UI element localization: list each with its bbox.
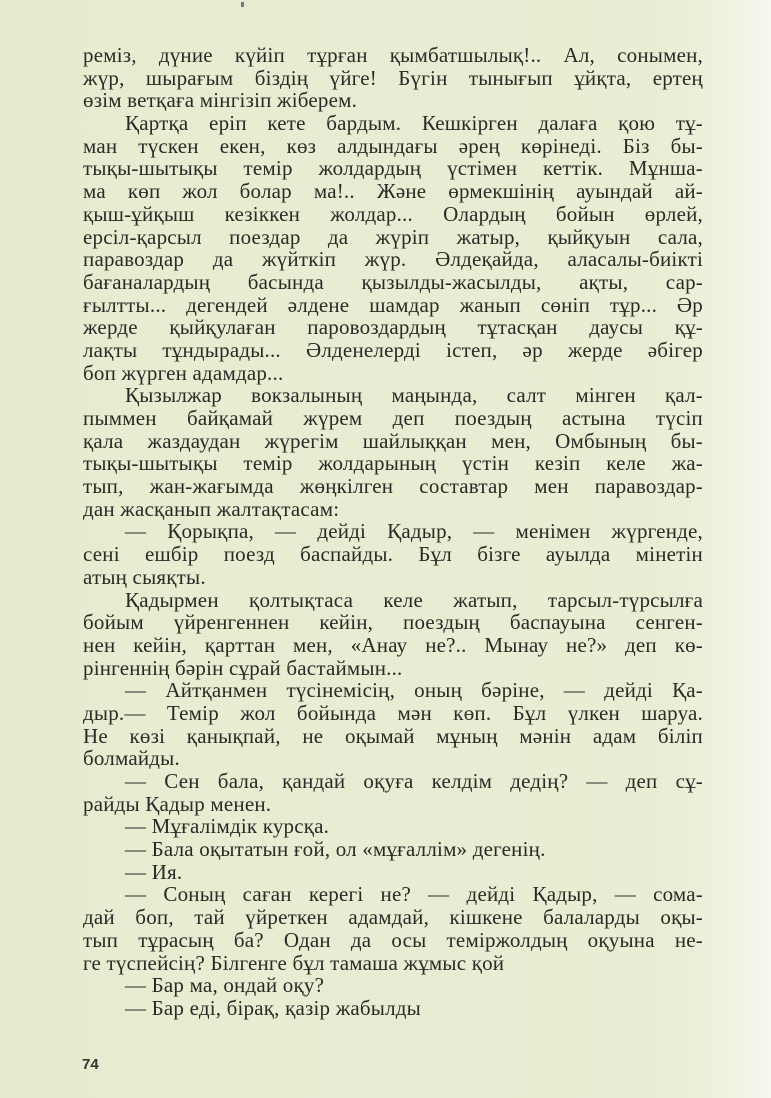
text-line: дыр.— Темір жол бойында мән көп. Бұл үлкен шаруа. [83, 700, 703, 725]
text-line: тып, жан-жағымда жөңкілген составтар мен паравоздар- [83, 474, 703, 499]
text-line: сені ешбір поезд баспайды. Бұл бізге ауылда мінетін [83, 542, 703, 567]
text-line: — Соның саған керегі не? — дейді Қадыр, — сома- [125, 882, 703, 907]
book-page-text [83, 44, 703, 1020]
text-line: — Қорықпа, — дейді Қадыр, — менімен жүргенде, [125, 519, 703, 544]
paragraph [83, 838, 703, 861]
text-line: бойым үйренгеннен кейін, поездың баспауына сенген- [83, 610, 703, 635]
paragraph [83, 997, 703, 1020]
text-line: атың сыяқты. [83, 564, 206, 589]
text-line: — Бар еді, бірақ, қазір жабылды [125, 995, 421, 1020]
text-line: паравоздар да жүйткіп жүр. Әлдеқайда, аласалы-биікті [83, 247, 703, 272]
scan-speck [241, 2, 244, 7]
text-line: — Бар ма, ондай оқу? [125, 973, 325, 998]
text-line: лақты тұндырады... Әлденелерді істеп, әр жерде әбігер [83, 337, 703, 362]
text-line: райды Қадыр менен. [83, 791, 272, 816]
text-line: ерсіл-қарсыл поездар да жүріп жатыр, қыйқуын сала, [83, 224, 703, 249]
text-line: ге түспейсің? Білгенге бұл тамаша жұмыс қой [83, 950, 505, 975]
paragraph [83, 112, 703, 384]
text-line: тықы-шытықы темір жолдардың үстімен кеттік. Мұнша- [83, 156, 703, 181]
paragraph [83, 384, 703, 520]
text-line: пыммен байқамай жүрем деп поездың астына түсіп [83, 406, 703, 430]
paragraph [83, 589, 703, 680]
text-line: қала жаздаудан жүрегім шайлыққан мен, Омбының бы- [83, 428, 703, 453]
text-line: — Мұғалімдік курсқа. [125, 814, 330, 839]
text-line: рінгеннің бәрін сұрай бастаймын... [83, 655, 403, 680]
paragraph [83, 44, 703, 112]
text-line: нен кейін, қарттан мен, «Анау не?.. Мынау не?» деп кө- [83, 632, 703, 657]
text-line: қыш-ұйқыш кезіккен жолдар... Олардың бойын өрлей, [83, 201, 703, 226]
text-line: жерде қыйқулаған паровоздардың тұтасқан даусы құ- [83, 315, 703, 340]
text-line: тып тұрасың ба? Одан да осы теміржолдың оқуына не- [83, 927, 703, 952]
paragraph [83, 815, 703, 838]
text-line: — Бала оқытатын ғой, ол «мұғаллім» дегенің. [125, 837, 546, 862]
text-line: болмайды. [83, 746, 180, 771]
text-line: — Сен бала, қандай оқуға келдім дедің? — деп сұ- [125, 769, 703, 793]
text-line: ма көп жол болар ма!.. Және өрмекшінің ауындай ай- [83, 179, 703, 204]
text-line: өзім ветқаға мінгізіп жіберем. [83, 88, 358, 113]
text-line: Қадырмен қолтықтаса келе жатып, тарсыл-түрсылға [125, 587, 703, 612]
text-line: тықы-шытықы темір жолдарының үстін кезіп келе жа- [83, 451, 703, 476]
text-line: реміз, дүние күйіп тұрған қымбатшылық!.. Ал, сонымен, [83, 43, 703, 67]
paragraph [83, 883, 703, 974]
text-line: ман түскен екен, көз алдындағы әрең көрінеді. Біз бы- [83, 133, 703, 158]
paragraph [83, 861, 703, 884]
text-line: Қартқа еріп кете бардым. Кешкірген далаға қою тұ- [125, 111, 703, 136]
text-line: Қызылжар вокзалының маңында, салт мінген қал- [125, 383, 703, 408]
paragraph [83, 770, 703, 815]
text-line: жүр, шырағым біздің үйге! Бүгін тынығып ұйқта, ертең [83, 65, 703, 90]
page-number: 74 [82, 1056, 99, 1073]
text-line: Не көзі қанықпай, не оқымай мұның мәнін адам біліп [83, 723, 703, 748]
paragraph [83, 520, 703, 588]
paragraph [83, 679, 703, 770]
text-line: — Айтқанмен түсінемісің, оның бәріне, — дейді Қа- [125, 678, 703, 703]
text-line: бағаналардың басында қызылды-жасылды, ақты, сар- [83, 269, 703, 294]
text-line: дай боп, тай үйреткен адамдай, кішкене балаларды оқы- [83, 905, 703, 930]
text-line: дан жасқанып жалтақтасам: [83, 496, 340, 521]
paragraph [83, 974, 703, 997]
text-line: боп жүрген адамдар... [83, 360, 284, 385]
text-line: ғылтты... дегендей әлдене шамдар жанып сөніп тұр... Әр [83, 292, 703, 317]
text-line: — Ия. [125, 859, 183, 884]
